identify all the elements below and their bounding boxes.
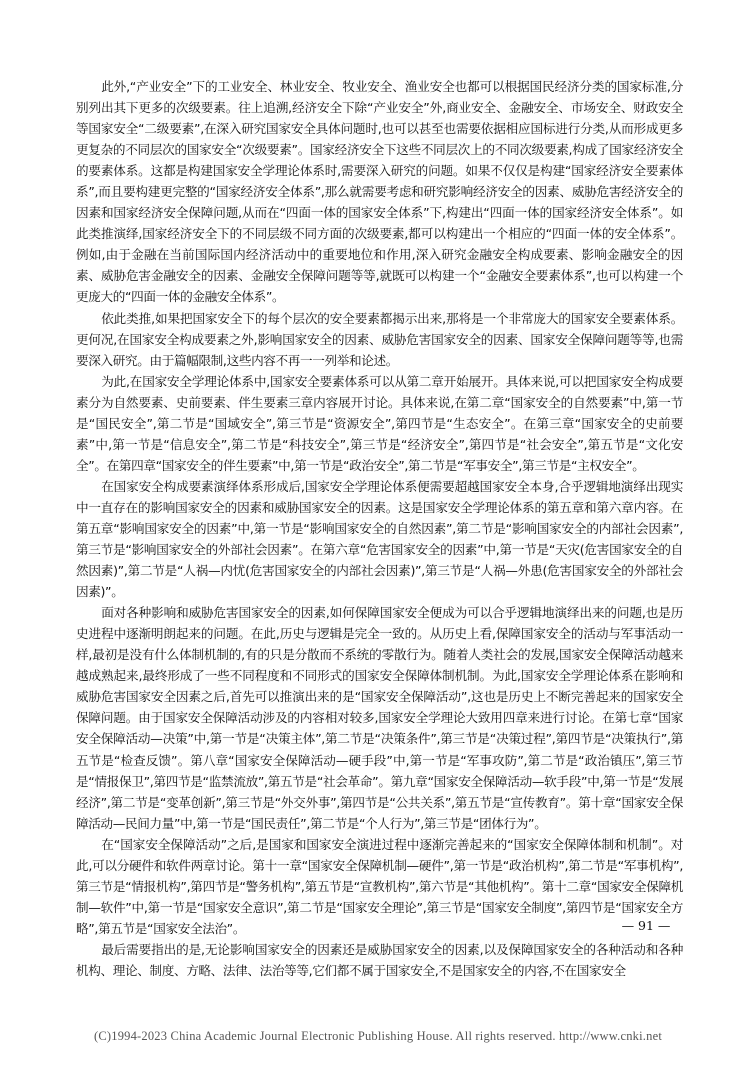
paragraph: 在国家安全构成要素演绎体系形成后,国家安全学理论体系便需要超越国家安全本身,合乎逻辑地演绎出现实中一直存在的影响国家安全的因素和威胁国家安全的因素。这是国家安全学理论体系的第五章和第六章内容。在第五章“影响国家安全的因素”中,第一节是“影响国家安全的自然因素”,第二节是“影响国家安全的内部社会因素”,第三节是“影响国家安全的外部社会因素”。在第六章“危害国家安全的因素”中,第一节是“天灾(危害国家安全的自然因素)”,第二节是“人祸—内忧(危害国家安全的内部社会因素)”,第三节是“人祸—外患(危害国家安全的外部社会因素)”。 xyxy=(76,478,683,600)
paragraph: 依此类推,如果把国家安全下的每个层次的安全要素都揭示出来,那将是一个非常庞大的国家安全要素体系。更何况,在国家安全构成要素之外,影响国家安全的因素、威胁危害国家安全的因素、国家安全保障问题等等,也需要深入研究。由于篇幅限制,这些内容不再一一列举和论述。 xyxy=(76,310,683,368)
paragraph: 为此,在国家安全学理论体系中,国家安全要素体系可以从第二章开始展开。具体来说,可以把国家安全构成要素分为自然要素、史前要素、伴生要素三章内容展开讨论。具体来说,在第二章“国家安全的自然要素”中,第一节是“国民安全”,第二节是“国域安全”,第三节是“资源安全”,第四节是“生态安全”。在第三章“国家安全的史前要素”中,第一节是“信息安全”,第二节是“科技安全”,第三节是“经济安全”,第四节是“社会安全”,第五节是“文化安全”。在第四章“国家安全的伴生要素”中,第一节是“政治安全”,第二节是“军事安全”,第三节是“主权安全”。 xyxy=(76,373,683,473)
paragraph: 在“国家安全保障活动”之后,是国家和国家安全演进过程中逐渐完善起来的“国家安全保障体制和机制”。对此,可以分硬件和软件两章讨论。第十一章“国家安全保障机制—硬件”,第一节是“政治机构”,第二节是“军事机构”,第三节是“情报机构”,第四节是“警务机构”,第五节是“宣教机构”,第六节是“其他机构”。第十二章“国家安全保障机制—软件”中,第一节是“国家安全意识”,第二节是“国家安全理论”,第三节是“国家安全制度”,第四节是“国家安全方略”,第五节是“国家安全法治”。 xyxy=(76,836,683,936)
article-body xyxy=(76,76,683,981)
page-number-row xyxy=(0,918,756,933)
copyright-footer: (C)1994-2023 China Academic Journal Electronic Publishing House. All rights reserved. http://www.cnki.net xyxy=(93,1029,662,1043)
page-number: — 91 — xyxy=(621,918,671,933)
paragraph: 此外,“产业安全”下的工业安全、林业安全、牧业安全、渔业安全也都可以根据国民经济分类的国家标准,分别列出其下更多的次级要素。往上追溯,经济安全下除“产业安全”外,商业安全、金融安全、市场安全、财政安全等国家安全“二级要素”,在深入研究国家安全具体问题时,也可以甚至也需要依据相应国标进行分类,从而形成更多更复杂的不同层次的国家安全“次级要素”。国家经济安全下这些不同层次上的不同次级要素,构成了国家经济安全的要素体系。这都是构建国家安全学理论体系时,需要深入研究的问题。如果不仅仅是构建“国家经济安全要素体系”,而且要构建更完整的“国家经济安全体系”,那么就需要考虑和研究影响经济安全的因素、威胁危害经济安全的因素和国家经济安全保障问题,从而在“四面一体的国家安全体系”下,构建出“四面一体的国家经济安全体系”。如此类推演绎,国家经济安全下的不同层级不同方面的次级要素,都可以构建出一个相应的“四面一体的安全体系”。例如,由于金融在当前国际国内经济活动中的重要地位和作用,深入研究金融安全构成要素、影响金融安全的因素、威胁危害金融安全的因素、金融安全保障问题等等,就既可以构建一个“金融安全要素体系”,也可以构建一个更庞大的“四面一体的金融安全体系”。 xyxy=(76,79,683,305)
paragraph: 面对各种影响和威胁危害国家安全的因素,如何保障国家安全便成为可以合乎逻辑地演绎出来的问题,也是历史进程中逐渐明朗起来的问题。在此,历史与逻辑是完全一致的。从历史上看,保障国家安全的活动与军事活动一样,最初是没有什么体制机制的,有的只是分散而不系统的零散行为。随着人类社会的发展,国家安全保障活动越来越成熟起来,最终形成了一些不同程度和不同形式的国家安全保障体制机制。为此,国家安全学理论体系在影响和威胁危害国家安全因素之后,首先可以推演出来的是“国家安全保障活动”,这也是历史上不断完善起来的国家安全保障问题。由于国家安全保障活动涉及的内容相对较多,国家安全学理论大致用四章来进行讨论。在第七章“国家安全保障活动—决策”中,第一节是“决策主体”,第二节是“决策条件”,第三节是“决策过程”,第四节是“决策执行”,第五节是“检查反馈”。第八章“国家安全保障活动—硬手段”中,第一节是“军事攻防”,第二节是“政治镇压”,第三节是“情报保卫”,第四节是“监禁流放”,第五节是“社会革命”。第九章“国家安全保障活动—软手段”中,第一节是“发展经济”,第二节是“变革创新”,第三节是“外交外事”,第四节是“公共关系”,第五节是“宣传教育”。第十章“国家安全保障活动—民间力量”中,第一节是“国民责任”,第二节是“个人行为”,第三节是“团体行为”。 xyxy=(76,605,683,831)
paragraph: 最后需要指出的是,无论影响国家安全的因素还是威胁国家安全的因素,以及保障国家安全的各种活动和各种机构、理论、制度、方略、法律、法治等等,它们都不属于国家安全,不是国家安全的内容,不在国家安全 xyxy=(76,941,683,978)
